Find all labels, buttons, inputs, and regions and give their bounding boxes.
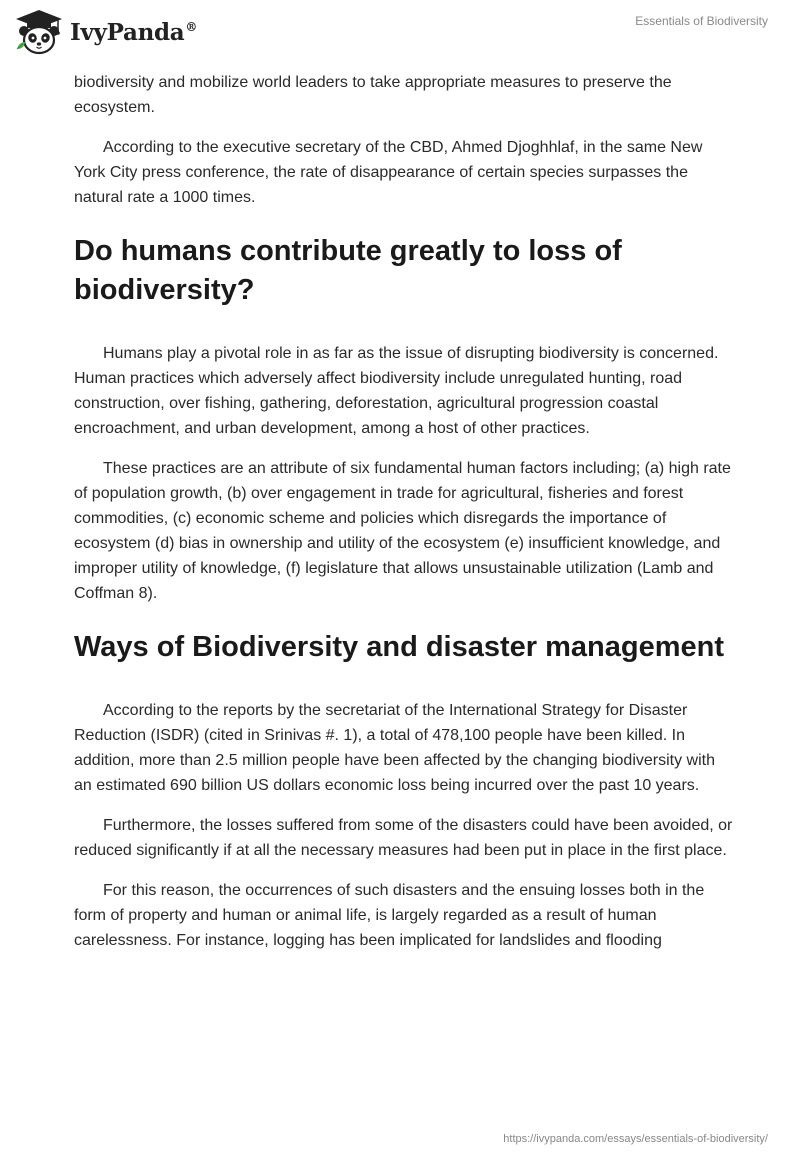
paragraph: According to the executive secretary of the CBD, Ahmed Djoghhlaf, in the same New York City press conference, the rate of disappearance of certain species surpasses the natural rate a 1000 times. — [74, 139, 703, 206]
section-heading: Do humans contribute greatly to loss of biodiversity? — [74, 235, 622, 306]
panda-graduate-icon — [14, 9, 64, 55]
paragraph: Furthermore, the losses suffered from some of the disasters could have been avoided, or reduced significantly if at all the necessary measures had been put in place in the first place. — [74, 817, 733, 859]
brand-name: IvyPanda® — [70, 18, 198, 46]
section-heading: Ways of Biodiversity and disaster management — [74, 631, 725, 663]
page-header — [0, 0, 800, 64]
paragraph: Humans play a pivotal role in as far as the issue of disrupting biodiversity is concerned. Human practices which adversely affect biodiversity include unregulated hunting, road construction, over fishing, gathering, deforestation, agricultural progression coastal encroachment, and urban development, among a host of other practices. — [74, 345, 719, 437]
paragraph: biodiversity and mobilize world leaders to take appropriate measures to preserve the ecosystem. — [74, 74, 672, 116]
ivypanda-logo[interactable] — [14, 9, 197, 55]
paragraph: According to the reports by the secretariat of the International Strategy for Disaster Reduction (ISDR) (cited in Srinivas #. 1), a total of 478,100 people have been killed. In addition, more than 2.5 million people have been affected by the changing biodiversity with an estimated 690 billion US dollars economic loss being incurred over the past 10 years. — [74, 702, 716, 794]
paragraph: These practices are an attribute of six fundamental human factors including; (a) high rate of population growth, (b) over engagement in trade for agricultural, fisheries and forest commodities, (c) economic scheme and policies which disregards the importance of ecosystem (d) bias in ownership and utility of the ecosystem (e) insufficient knowledge, and improper utility of knowledge, (f) legislature that allows unsustainable utilization (Lamb and Coffman 8). — [74, 460, 731, 602]
document-title: Essentials of Biodiversity — [635, 14, 768, 28]
footer-url-link[interactable]: https://ivypanda.com/essays/essentials-of-biodiversity/ — [503, 1133, 768, 1145]
paragraph: For this reason, the occurrences of such disasters and the ensuing losses both in the form of property and human or animal life, is largely regarded as a result of human carelessness. For instance, logging has been implicated for landslides and flooding — [74, 882, 705, 949]
essay-content — [74, 70, 734, 968]
